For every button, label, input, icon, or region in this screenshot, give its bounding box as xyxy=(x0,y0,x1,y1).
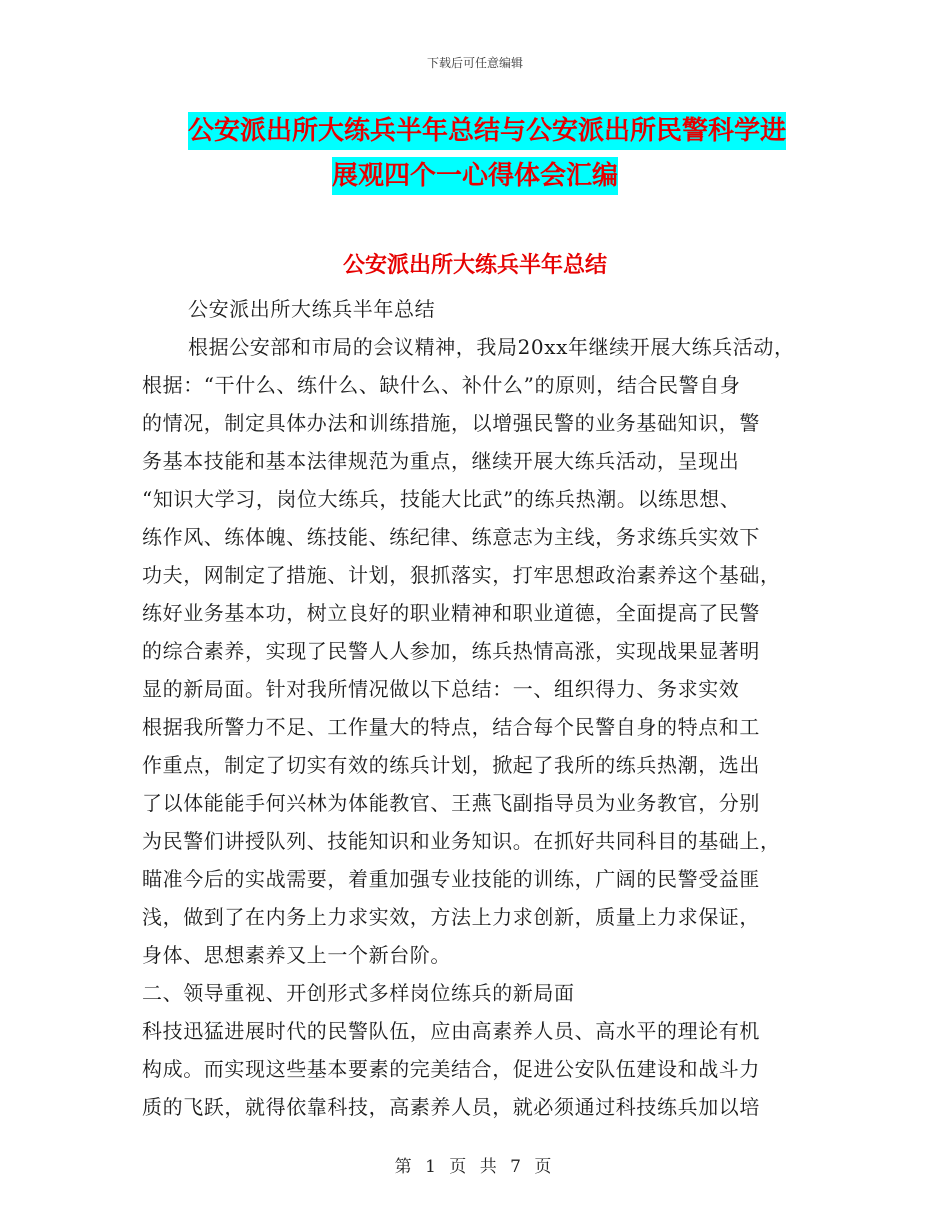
body-line: 了以体能能手何兴林为体能教官、王燕飞副指导员为业务教官，分别 xyxy=(142,791,760,815)
body-line: 公安派出所大练兵半年总结 xyxy=(188,297,436,321)
body-line: 作重点，制定了切实有效的练兵计划，掀起了我所的练兵热潮，选出 xyxy=(142,753,760,777)
header-note: 下载后可任意编辑 xyxy=(426,56,523,70)
body-line: 科技迅猛进展时代的民警队伍，应由高素养人员、高水平的理论有机 xyxy=(142,1019,760,1043)
body-line: 练作风、练体魄、练技能、练纪律、练意志为主线，务求练兵实效下 xyxy=(142,525,760,549)
body-line: 的情况，制定具体办法和训练措施，以增强民警的业务基础知识，警 xyxy=(142,411,760,435)
body-line: 显的新局面。针对我所情况做以下总结：一、组织得力、务求实效 xyxy=(142,677,740,701)
body-line: 务基本技能和基本法律规范为重点，继续开展大练兵活动，呈现出 xyxy=(142,449,740,473)
body-line: 练好业务基本功，树立良好的职业精神和职业道德，全面提高了民警 xyxy=(142,601,760,625)
body-line: 二、领导重视、开创形式多样岗位练兵的新局面 xyxy=(142,981,575,1005)
body-line: 根据：“干什么、练什么、缺什么、补什么”的原则，结合民警自身 xyxy=(142,373,741,397)
body-line: 的综合素养，实现了民警人人参加，练兵热情高涨，实现战果显著明 xyxy=(142,639,760,663)
body-line: 身体、思想素养又上一个新台阶。 xyxy=(142,943,451,967)
body-line: 根据公安部和市局的会议精神，我局20xx年继续开展大练兵活动， xyxy=(188,335,795,359)
body-line: “知识大学习，岗位大练兵，技能大比武”的练兵热潮。以练思想、 xyxy=(142,487,741,511)
document-title-text-2: 展观四个一心得体会汇编 xyxy=(332,157,618,195)
body-line: 质的飞跃，就得依靠科技，高素养人员，就必须通过科技练兵加以培 xyxy=(142,1095,760,1119)
body-line: 浅，做到了在内务上力求实效，方法上力求创新，质量上力求保证， xyxy=(142,905,760,929)
section-title: 公安派出所大练兵半年总结 xyxy=(342,253,607,278)
body-line: 功夫，网制定了措施、计划，狠抓落实，打牢思想政治素养这个基础， xyxy=(142,563,781,587)
body-line: 构成。而实现这些基本要素的完美结合，促进公安队伍建设和战斗力 xyxy=(142,1057,760,1081)
body-line: 根据我所警力不足、工作量大的特点，结合每个民警自身的特点和工 xyxy=(142,715,760,739)
body-text xyxy=(142,290,822,1126)
body-line: 为民警们讲授队列、技能知识和业务知识。在抓好共同科目的基础上， xyxy=(142,829,781,853)
page-footer: 第 1 页 共 7 页 xyxy=(394,1157,556,1177)
body-line: 瞄准今后的实战需要，着重加强专业技能的训练，广阔的民警受益匪 xyxy=(142,867,760,891)
document-title-line-2 xyxy=(0,150,950,202)
document-title-text-1: 公安派出所大练兵半年总结与公安派出所民警科学进 xyxy=(188,112,786,150)
